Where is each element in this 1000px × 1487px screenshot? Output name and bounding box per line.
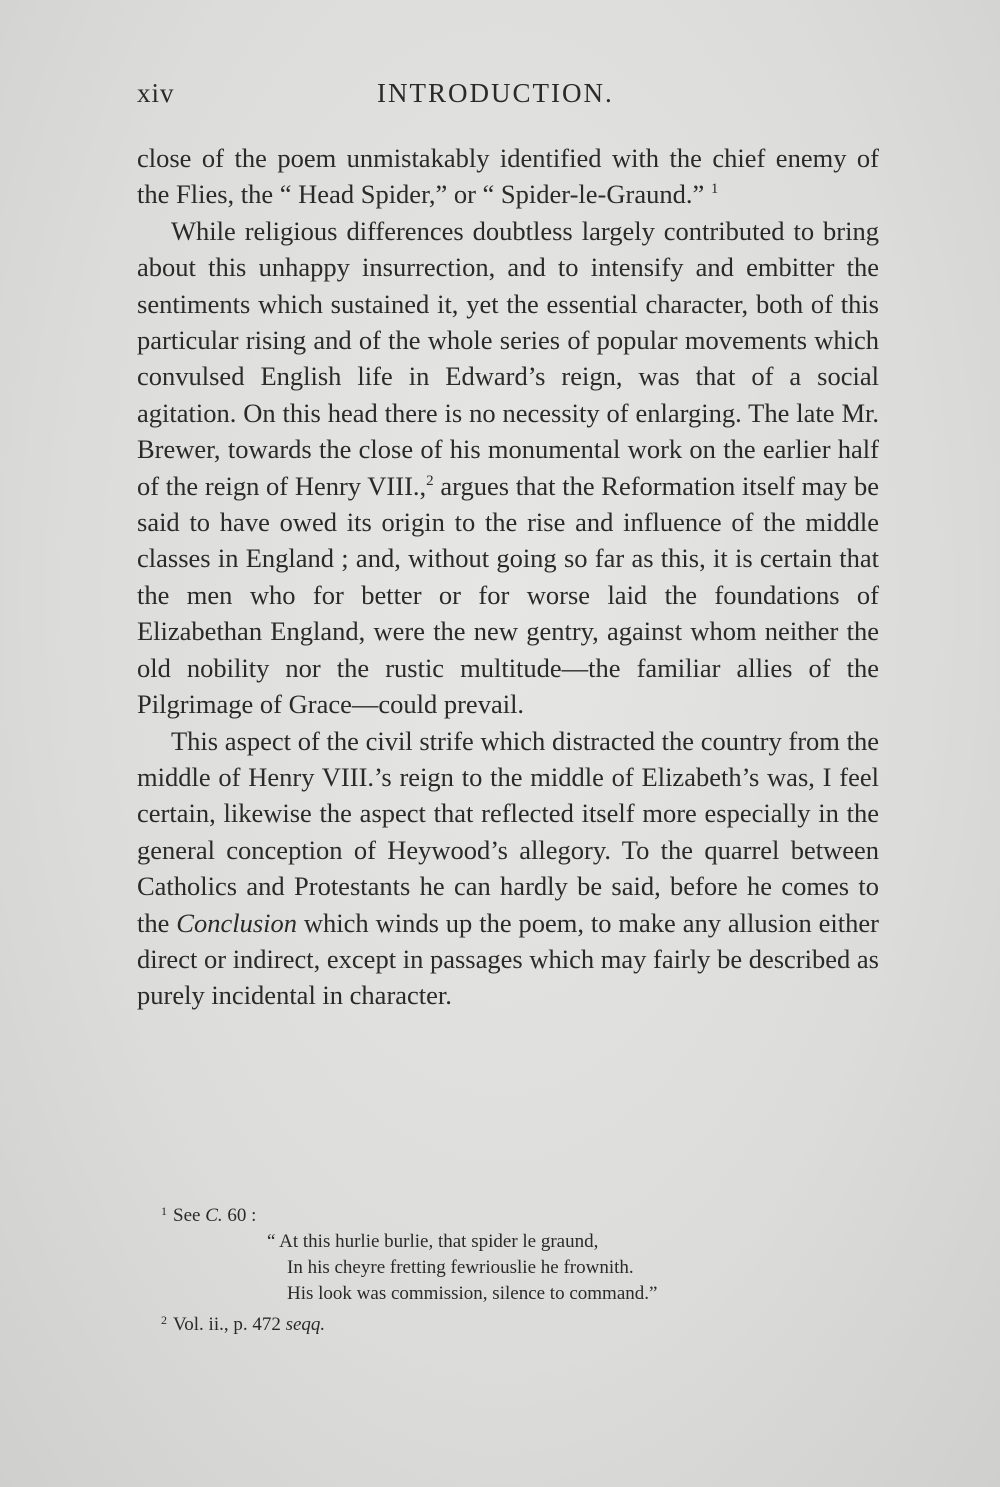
footnote-2-mark: 2 xyxy=(161,1313,167,1327)
footnote-ref-1: 1 xyxy=(710,181,719,198)
footnote-1-ref-rest: 60 : xyxy=(222,1205,257,1226)
footnotes xyxy=(137,1198,879,1338)
page-header xyxy=(137,78,879,118)
paragraph-3 xyxy=(137,723,879,1014)
paragraph-1 xyxy=(137,140,879,213)
footnote-2-text: Vol. ii., p. 472 xyxy=(173,1314,286,1335)
footnote-1-quote-line-1: “ At this hurlie burlie, that spider le graund, xyxy=(267,1231,599,1252)
paragraph-2 xyxy=(137,213,879,723)
footnote-1-lead: See xyxy=(173,1205,206,1226)
footnote-1-quote-line-3: His look was commission, silence to command.” xyxy=(287,1283,658,1304)
footnote-1-mark: 1 xyxy=(161,1204,167,1218)
footnote-2-italic: seqq. xyxy=(285,1314,326,1335)
body-text xyxy=(137,140,879,1014)
paragraph-1-text: close of the poem unmistakably identified with the chief enemy of the Flies, the “ Head Spider,” or “ Spider-le-Graund.” xyxy=(137,143,879,210)
footnote-1-quote-line-2: In his cheyre fretting fewriouslie he frownith. xyxy=(287,1257,634,1278)
page-number: xiv xyxy=(137,78,175,108)
italic-title-conclusion: Conclusion xyxy=(176,907,298,938)
footnote-2 xyxy=(137,1307,879,1338)
paragraph-3-text-b: which winds up the poem, to make any allusion either direct or indirect, except in passages which may fairly be described as purely incidental in character. xyxy=(137,907,879,1011)
paragraph-2-text-b: argues that the Reformation itself may be said to have owed its origin to the rise and influence of the middle classes in England ; and, without going so far as this, it is certain that the men who for better or for worse laid the foundations of Elizabethan England, were the new gentry, against whom neither the old nobility nor the rustic multitude—the familiar allies of the Pilgrimage of Grace—could prevail. xyxy=(137,470,879,720)
footnote-ref-2: 2 xyxy=(426,472,434,489)
footnote-1-ref: C. xyxy=(205,1205,223,1226)
footnote-1 xyxy=(137,1198,879,1229)
paragraph-3-text-a: This aspect of the civil strife which distracted the country from the middle of Henry VIII.’s reign to the middle of Elizabeth’s was, I feel certain, likewise the aspect that reflected itself more especially in the general conception of Heywood’s allegory. To the quarrel between Catholics and Protestants he can hardly be said, before he comes to the xyxy=(137,725,879,938)
running-head: INTRODUCTION. xyxy=(377,78,614,108)
paragraph-2-text-a: While religious differences doubtless largely contributed to bring about this unhappy insurrection, and to intensify and embitter the sentiments which sustained it, yet the essential character, both of this particular rising and of the whole series of popular movements which convulsed English life in Edward’s reign, was that of a social agitation. On this head there is no necessity of enlarging. The late Mr. Brewer, towards the close of his monumental work on the earlier half of the reign of Henry VIII., xyxy=(137,215,879,501)
